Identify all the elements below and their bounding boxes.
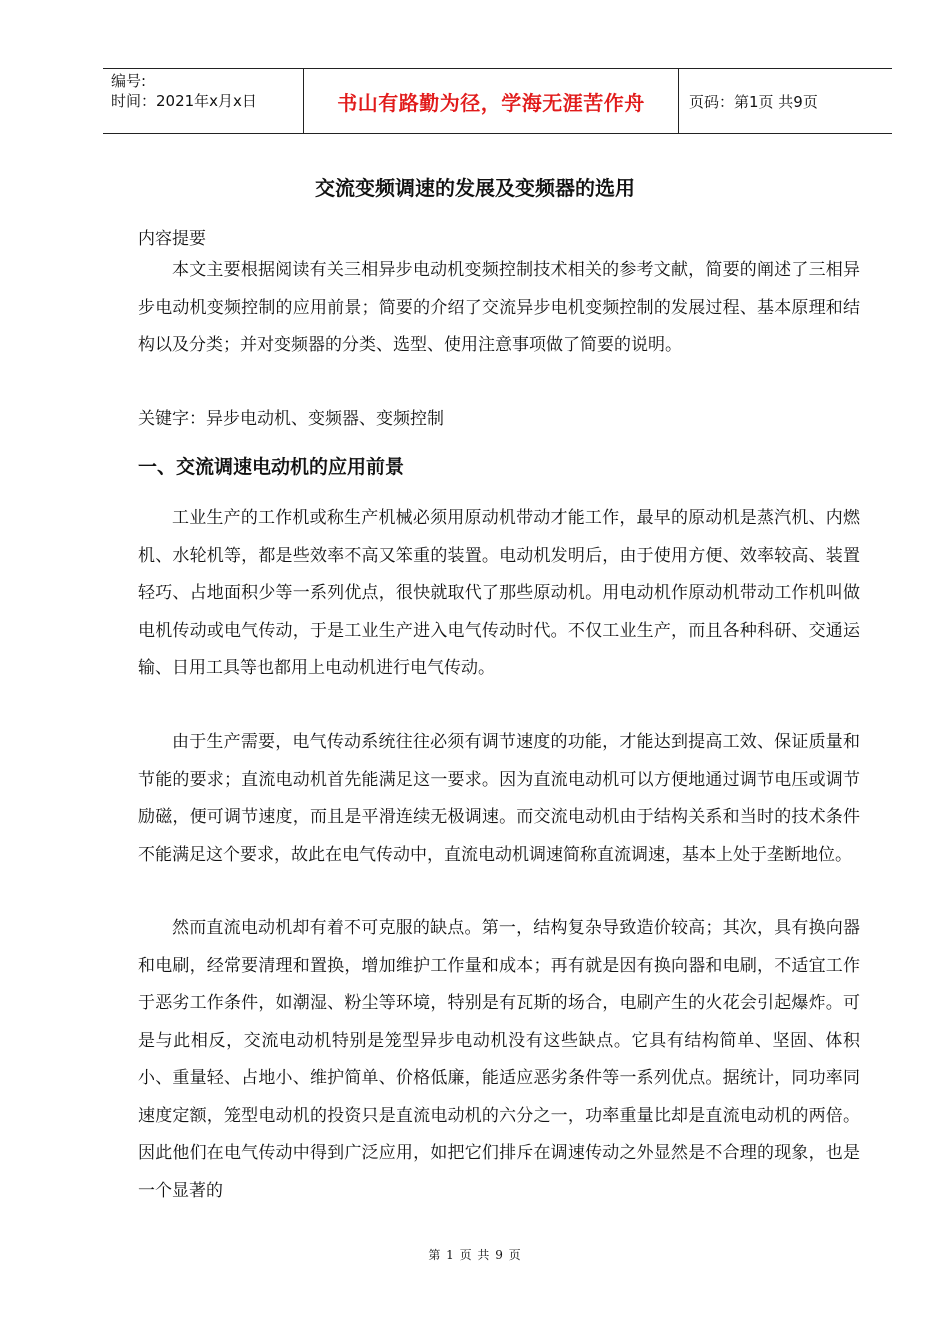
document-title: 交流变频调速的发展及变频器的选用 bbox=[315, 176, 635, 200]
keywords-line: 关键字：异步电动机、变频器、变频控制 bbox=[138, 409, 444, 429]
header-motto: 书山有路勤为径，学海无涯苦作舟 bbox=[304, 69, 679, 133]
abstract-label: 内容提要 bbox=[138, 229, 206, 249]
page-footer: 第 1 页 共 9 页 bbox=[428, 1248, 522, 1262]
body-paragraph-2: 由于生产需要，电气传动系统往往必须有调节速度的功能，才能达到提高工效、保证质量和节能的要求；直流电动机首先能满足这一要求。因为直流电动机可以方便地通过调节电压或调节励磁，便可调节速度，而且是平滑连续无极调速。而交流电动机由于结构关系和当时的技术条件不能满足这个要求，故此在电气传动中，直流电动机调速简称直流调速，基本上处于垄断地位。 bbox=[138, 732, 860, 865]
body-paragraph-3: 然而直流电动机却有着不可克服的缺点。第一，结构复杂导致造价较高；其次，具有换向器和电刷，经常要清理和置换，增加维护工作量和成本；再有就是因有换向器和电刷，不适宜工作于恶劣工作条件，如潮湿、粉尘等环境，特别是有瓦斯的场合，电刷产生的火花会引起爆炸。可是与此相反，交流电动机特别是笼型异步电动机没有这些缺点。它具有结构简单、坚固、体积小、重量轻、占地小、维护简单、价格低廉，能适应恶劣条件等一系列优点。据统计，同功率同速度定额，笼型电动机的投资只是直流电动机的六分之一，功率重量比却是直流电动机的两倍。因此他们在电气传动中得到广泛应用，如把它们排斥在调速传动之外显然是不合理的现象，也是一个显著的 bbox=[138, 918, 860, 1201]
header-page-info: 页码：第1页 共9页 bbox=[689, 92, 818, 111]
number-label: 编号: bbox=[111, 72, 147, 90]
body-paragraph-1: 工业生产的工作机或称生产机械必须用原动机带动才能工作，最早的原动机是蒸汽机、内燃机、水轮机等，都是些效率不高又笨重的装置。电动机发明后，由于使用方便、效率较高、装置轻巧、占地面积少等一系列优点，很快就取代了那些原动机。用电动机作原动机带动工作机叫做电机传动或电气传动，于是工业生产进入电气传动时代。不仅工业生产，而且各种科研、交通运输、日用工具等也都用上电动机进行电气传动。 bbox=[138, 508, 860, 678]
section-heading: 一、交流调速电动机的应用前景 bbox=[138, 456, 405, 478]
header-meta bbox=[103, 69, 304, 133]
abstract-paragraph: 本文主要根据阅读有关三相异步电动机变频控制技术相关的参考文献，简要的阐述了三相异步电动机变频控制的应用前景；简要的介绍了交流异步电机变频控制的发展过程、基本原理和结构以及分类；并对变频器的分类、选型、使用注意事项做了简要的说明。 bbox=[138, 260, 860, 355]
document-header bbox=[103, 68, 892, 134]
time-label: 时间：2021年x月x日 bbox=[111, 92, 257, 110]
